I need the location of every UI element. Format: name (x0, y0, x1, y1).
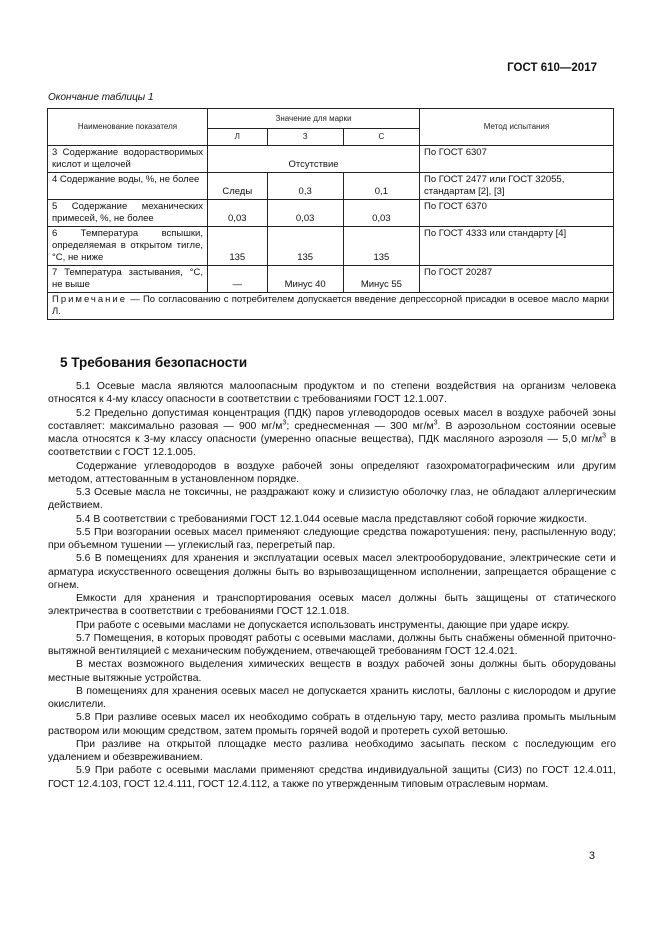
row-value-z: 0,03 (267, 200, 343, 227)
row-indicator: 7 Температура застывания, °С, не выше (48, 266, 208, 293)
row-value-z: Минус 40 (267, 266, 343, 293)
row-method: По ГОСТ 6307 (420, 146, 614, 173)
row-method: По ГОСТ 20287 (420, 266, 614, 293)
header-grade-l: Л (208, 129, 268, 146)
paragraph: 5.3 Осевые масла не токсичны, не раздражают кожу и слизистую оболочку глаз, не обладают аллергическим действием. (48, 487, 616, 512)
table-note (48, 293, 614, 320)
row-value-s: 0,1 (343, 173, 419, 200)
paragraph: 5.1 Осевые масла являются малоопасным продуктом и по степени воздействия на организм человека относятся к 4-му классу опасности в соответствии с требованиями ГОСТ 12.1.007. (48, 381, 616, 406)
table-row (48, 200, 614, 227)
paragraph: Содержание углеводородов в воздухе рабочей зоны определяют газохроматографическим или другим методом, аттестованным в установленном порядке. (48, 460, 616, 485)
standard-designation: ГОСТ 610—2017 (507, 62, 597, 74)
paragraph: 5.7 Помещения, в которых проводят работы с осевыми маслами, должны быть снабжены обменной приточно-вытяжной вентиляцией с механическим побуждением, отвечающей требованиям ГОСТ 12.4.021. (48, 632, 616, 657)
paragraph-pdk: 5.2 Предельно допустимая концентрация (ПДК) паров углеводородов осевых масел в воздухе рабочей зоны составляет: максимально разовая — 900 $мг/м^3$; среднесменная — 300 $мг/м^3$. В аэрозольном состоянии осевые масла относятся к 3-му классу опасности (умеренно опасные вещества), ПДК масляного аэрозоля — 5,0 $мг/м^3$ в соответствии с ГОСТ 12.1.005. (48, 407, 617, 459)
row-value-l: — (208, 266, 268, 293)
header-grade-values: Значение для марки (208, 109, 420, 129)
row-method: По ГОСТ 4333 или стандарту [4] (420, 227, 614, 266)
paragraph: В помещениях для хранения осевых масел не допускается хранить кислоты, баллоны с кислородом и другие окислители. (48, 685, 616, 710)
table-row (48, 146, 614, 173)
header-indicator-name: Наименование показателя (48, 109, 208, 146)
paragraph: При разливе на открытой площадке место разлива необходимо засыпать песком с последующим его удалением и обезвреживанием. (48, 738, 616, 763)
row-indicator: 5 Содержание механических примесей, %, не более (48, 200, 208, 227)
table-caption: Окончание таблицы 1 (48, 92, 154, 103)
header-grade-z: З (267, 129, 343, 146)
row-value-s: Минус 55 (343, 266, 419, 293)
paragraph: 5.5 При возгорании осевых масел применяют следующие средства пожаротушения: пену, распыленную воду; при объемном тушении — углекислый газ, перегретый пар. (48, 526, 616, 551)
page-number: 3 (588, 850, 595, 862)
row-value-z: 135 (267, 227, 343, 266)
header-test-method: Метод испытания (420, 109, 614, 146)
note-label: Примечание (52, 294, 127, 305)
table-row (48, 173, 614, 200)
paragraph: 5.6 В помещениях для хранения и эксплуатации осевых масел электрооборудование, электрические сети и арматура искусственного освещения должны быть во взрывозащищенном исполнении, запрещается обращение с огнем. (48, 553, 616, 591)
row-value-l: 0,03 (208, 200, 268, 227)
paragraph: В местах возможного выделения химических веществ в воздух рабочей зоны должны быть оборудованы местные вытяжные устройства. (48, 659, 616, 684)
paragraph: 5.8 При разливе осевых масел их необходимо собрать в отдельную тару, место разлива промыть мыльным раствором или моющим средством, затем промыть горячей водой и протереть сухой ветошью. (48, 712, 616, 737)
section-body (48, 380, 616, 791)
table-row (48, 227, 614, 266)
note-text: — По согласованию с потребителем допускается введение депрессорной присадки в осевое масло марки Л. (52, 294, 609, 317)
row-value-s: 0,03 (343, 200, 419, 227)
row-indicator: 3 Содержание водорастворимых кислот и щелочей (48, 146, 208, 173)
paragraph: Емкости для хранения и транспортирования осевых масел должны быть защищены от статического электричества в соответствии с требованиями ГОСТ 12.1.018. (48, 593, 616, 618)
row-value-merged: Отсутствие (208, 146, 420, 173)
table-note-row (48, 293, 614, 320)
properties-table (47, 108, 614, 320)
section-title: 5 Требования безопасности (60, 355, 248, 370)
row-value-l: Следы (208, 173, 268, 200)
header-grade-s: С (343, 129, 419, 146)
row-method: По ГОСТ 6370 (420, 200, 614, 227)
paragraph: 5.9 При работе с осевыми маслами применяют средства индивидуальной защиты (СИЗ) по ГОСТ 12.4.011, ГОСТ 12.4.103, ГОСТ 12.4.111, ГОСТ 12.4.112, а также по утвержденным типовым отраслевым нормам. (48, 765, 616, 790)
paragraph: 5.4 В соответствии с требованиями ГОСТ 12.1.044 осевые масла представляют собой горючие жидкости. (76, 513, 588, 525)
table-row (48, 266, 614, 293)
row-value-l: 135 (208, 227, 268, 266)
row-indicator: 6 Температура вспышки, определяемая в открытом тигле, °С, не ниже (48, 227, 208, 266)
table-header-row (48, 109, 614, 129)
row-value-z: 0,3 (267, 173, 343, 200)
row-method: По ГОСТ 2477 или ГОСТ 32055, стандартам [2], [3] (420, 173, 614, 200)
row-value-s: 135 (343, 227, 419, 266)
paragraph: При работе с осевыми маслами не допускается использовать инструменты, дающие при ударе искру. (76, 619, 570, 631)
row-indicator: 4 Содержание воды, %, не более (48, 173, 208, 200)
